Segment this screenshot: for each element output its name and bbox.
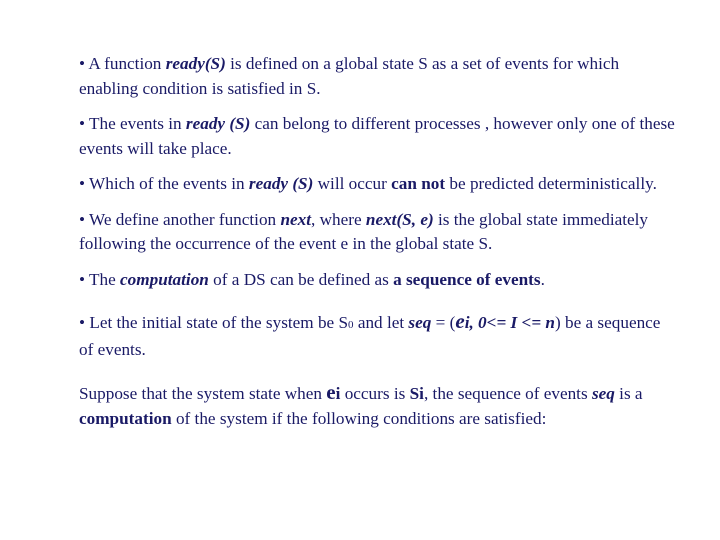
term-ready-s: ready(S) [165, 54, 226, 73]
term-index-i: i [335, 384, 341, 403]
term-ready-s: ready (S) [248, 174, 314, 193]
text: • The events in [79, 114, 186, 133]
paragraph-next-function [79, 208, 679, 257]
text: is a [614, 384, 643, 403]
subscript-zero: 0 [348, 319, 354, 331]
text: • A function [79, 54, 166, 73]
paragraph-computation [79, 268, 679, 293]
text: occurs is [340, 384, 410, 403]
text: is defined on a global state S as a set of events for which enabling condition is satisfied in S. [79, 54, 620, 98]
emphasis-can-not: can not [391, 174, 446, 193]
paragraph-ready-function [79, 52, 679, 101]
emphasis-sequence-of-events: a sequence of events [393, 269, 541, 289]
text: • The [79, 269, 121, 289]
paragraph-nondeterminism [79, 172, 679, 197]
term-computation: computation [120, 269, 209, 289]
slide-content [79, 52, 679, 442]
text: • Let the initial state of the system be S [79, 313, 349, 332]
term-seq: seq [408, 313, 432, 332]
text: will occur [313, 174, 392, 193]
text: ) be a sequence of events. [79, 313, 661, 359]
paragraph-computation-conditions [79, 380, 679, 431]
text: Suppose that the system state when [79, 384, 327, 403]
text: . [540, 269, 545, 289]
text: , where [311, 209, 366, 229]
text: , the sequence of events [423, 384, 592, 403]
term-ready-s: ready (S) [185, 114, 251, 133]
text: of a DS can be defined as [208, 269, 394, 289]
text: and let [353, 313, 409, 332]
emphasis-computation: computation [79, 408, 172, 428]
text: • Which of the events in [79, 174, 249, 193]
text: • We define another function [79, 209, 281, 229]
text: is the global state immediately following the occurrence of the event e in the global state S. [79, 209, 649, 253]
term-state-si: Si [409, 384, 424, 403]
term-event-e: e [326, 380, 336, 404]
text: of the system if the following conditions are satisfied: [171, 408, 547, 428]
text: can belong to different processes , however only one of these events will take place. [79, 114, 675, 158]
term-next: next [280, 209, 311, 229]
text: = ( [431, 313, 456, 332]
term-index-range: i, 0<= I <= n [464, 313, 555, 332]
term-event-e: e [455, 309, 465, 333]
term-next-s-e: next(S, e) [365, 209, 434, 229]
term-seq: seq [591, 384, 615, 403]
paragraph-ready-events [79, 112, 679, 161]
text: be predicted deterministically. [445, 174, 657, 193]
paragraph-initial-state [79, 309, 679, 362]
